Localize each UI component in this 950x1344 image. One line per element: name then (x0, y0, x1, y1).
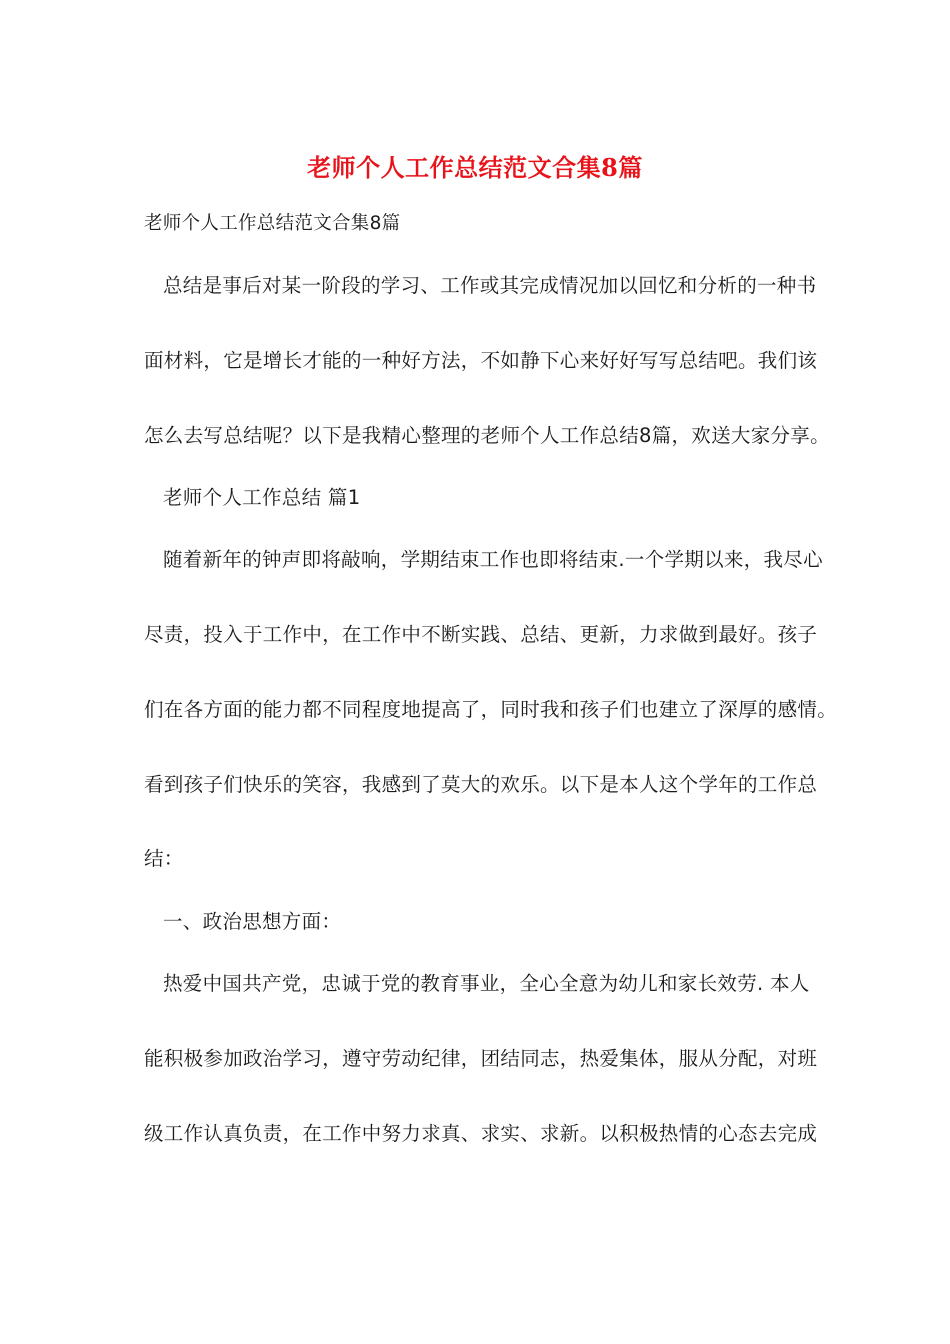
paragraph-line: 热爱中国共产党，忠诚于党的教育事业，全心全意为幼儿和家长效劳. 本人 (163, 972, 810, 995)
paragraph-line: 怎么去写总结呢？以下是我精心整理的老师个人工作总结8篇，欢送大家分享。 (144, 424, 830, 447)
paragraph-line: 结： (144, 847, 184, 870)
paragraph-line: 们在各方面的能力都不同程度地提高了，同时我和孩子们也建立了深厚的感情。 (144, 698, 838, 721)
section-heading: 一、政治思想方面： (163, 910, 342, 933)
document-subtitle: 老师个人工作总结范文合集8篇 (144, 213, 401, 234)
paragraph-line: 级工作认真负责，在工作中努力求真、求实、求新。以积极热情的心态去完成 (144, 1122, 818, 1145)
paragraph-line: 尽责，投入于工作中，在工作中不断实践、总结、更新，力求做到最好。孩子 (144, 623, 818, 646)
paragraph-line: 看到孩子们快乐的笑容，我感到了莫大的欢乐。以下是本人这个学年的工作总 (144, 773, 818, 796)
paragraph-line: 随着新年的钟声即将敲响，学期结束工作也即将结束.一个学期以来，我尽心 (163, 548, 823, 571)
paragraph-line: 总结是事后对某一阶段的学习、工作或其完成情况加以回忆和分析的一种书 (163, 274, 817, 297)
paragraph-line: 面材料，它是增长才能的一种好方法，不如静下心来好好写写总结吧。我们该 (144, 349, 818, 372)
document-title: 老师个人工作总结范文合集8篇 (307, 153, 643, 182)
section-heading: 老师个人工作总结 篇1 (163, 486, 361, 509)
paragraph-line: 能积极参加政治学习，遵守劳动纪律，团结同志，热爱集体，服从分配，对班 (144, 1047, 818, 1070)
